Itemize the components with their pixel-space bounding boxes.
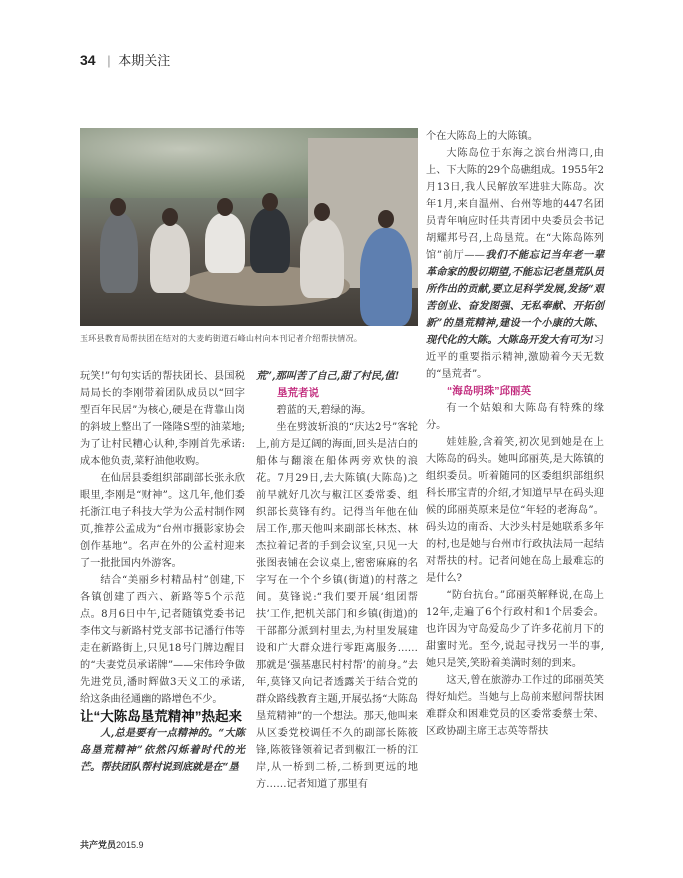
section-title: 本期关注 [118, 53, 171, 68]
section-heading: 让“大陈岛垦荒精神”热起来 [80, 709, 242, 724]
person-head [314, 203, 330, 221]
paragraph: “防台抗台。”邱丽英解释说,在岛上12年,走遍了6个行政村和1个居委会。也许因为守岛爱岛少了许多花前月下的甜蜜时光。至今,说起寻找另一半的事,她只是笑,笑盼着美满时刻的到来。 [426, 590, 604, 669]
magazine-name: 共产党员 [80, 841, 117, 851]
person-head [262, 193, 278, 211]
paragraph: 结合“美丽乡村精品村”创建,下各镇创建了西六、新路等5个示范点。8月6日中午,记者随镇党委书记李伟文与新路村党支部书记潘行伟等走在新路街上,只见18号门牌边醒目的“夫妻党员承诺牌”——宋伟玲争做先进党员,潘时辉做3天义工的承诺,给这条曲径通幽的路增色不少。 [80, 575, 245, 705]
person-head [110, 198, 126, 216]
paragraph: 有一个姑娘和大陈岛有特殊的缘分。 [426, 403, 604, 431]
paragraph: 在仙居县委组织部副部长张永欣眼里,李刚是“财神”。这几年,他们委托浙江电子科技大学为公孟村制作网页,推荐公孟成为“台州市摄影家协会创作基地”。名声在外的公孟村迎来了一批批国内外游客。 [80, 473, 245, 569]
paragraph [426, 145, 604, 383]
paragraph: 个在大陈岛上的大陈镇。 [426, 131, 539, 142]
paragraph-text: 大陈岛位于东海之滨台州湾口,由上、下大陈的29个岛礁组成。1955年2月13日,我人民解放军进驻大陈岛。次年1月,来自温州、台州等地的447名团员青年响应时任共青团中央委员会书记胡耀邦号召,上岛垦荒。在“大陈岛陈列馆”前厅—— [426, 148, 604, 261]
lead-quote: 人,总是要有一点精神的。“大陈岛垦荒精神”依然闪烁着时代的光芒。帮扶团队帮村说到底就是在“垦 [80, 727, 245, 773]
paragraph-text: 习近平的重要指示精神,激励着今天无数的“垦荒者”。 [426, 335, 604, 380]
quote-continuation: 荒”,那叫苦了自己,甜了村民,值! [256, 370, 400, 382]
paragraph: 坐在劈波斩浪的“庆达2号”客轮上,前方是辽阔的海面,回头是洁白的船体与翻滚在船体两旁欢快的浪花。7月29日,去大陈镇(大陈岛)之前早就好几次与椒江区委常委、组织部长莫锋有约。记得当年他在仙居工作,那天他叫来副部长林杰、林杰拉着记者的手到会议室,只见一大张图表铺在会议桌上,密密麻麻的名字写在一个个乡镇(街道)的村落之间。莫锋说:“我们要开展‘组团帮扶’工作,把机关部门和乡镇(街道)的干部都分派到村里去,为村里发展建设和广大群众进行零距离服务……那就是‘强基惠民村村帮’的前身。”去年,莫锋又向记者透露关于结合党的群众路线教育主题,开展弘扬“大陈岛垦荒精神”的一个想法。那天,他叫来从区委党校调任不久的副部长陈筱锋,陈筱锋领着记者到椒江一桥的江岸,从一桥到二桥,二桥到更远的地方……记者知道了那里有 [256, 422, 418, 790]
column-1 [80, 368, 245, 776]
paragraph: 碧蓝的天,碧绿的海。 [276, 405, 372, 416]
paragraph: 这天,曾在旅游办工作过的邱丽英笑得好灿烂。当她与上岛前来慰问帮扶困难群众和困难党员的区委常委蔡士荣、区政协副主席王志英等帮扶 [426, 675, 604, 737]
person-figure [205, 213, 245, 273]
person-figure [300, 218, 344, 298]
person-head [378, 210, 394, 228]
person-figure [100, 213, 138, 293]
person-figure [360, 228, 412, 326]
column-2 [256, 368, 418, 793]
person-head [217, 198, 233, 216]
photo-caption: 玉环县教育局帮扶团在结对的大麦屿街道石峰山村向本刊记者介绍帮扶情况。 [80, 334, 363, 343]
paragraph: 玩笑!”句句实话的帮扶团长、县国税局局长的李刚带着团队成员以“回字型百年民居”为核心,硬是在背靠山岗的斜坡上整出了一隆隆S型的油菜地;为了让村民糟心认种,李刚首先承诺:成本他负责,菜籽油他收购。 [80, 371, 245, 467]
page-header [80, 50, 170, 69]
meeting-photo [80, 128, 418, 326]
page-number: 34 [80, 52, 96, 68]
subheading: 垦荒者说 [277, 387, 319, 399]
column-3 [426, 128, 604, 740]
page-footer [80, 838, 144, 851]
subheading: “海岛明珠”邱丽英 [447, 385, 531, 397]
issue-date: 2015.9 [116, 840, 144, 850]
quoted-instruction: 我们不能忘记当年老一辈革命家的殷切期望,不能忘记老垦荒队员所作出的贡献,要立足科学发展,发扬“艰苦创业、奋发图强、无私奉献、开拓创新”的垦荒精神,建设一个小康的大陈、现代化的大陈。大陈岛开发大有可为! [426, 249, 604, 346]
header-separator: | [107, 53, 111, 68]
person-figure [250, 208, 290, 273]
person-figure [150, 223, 190, 293]
person-head [162, 208, 178, 226]
paragraph: 娃娃脸,含着笑,初次见到她是在上大陈岛的码头。她叫邱丽英,是大陈镇的组织委员。听着随同的区委组织部组织科长邢宝青的介绍,才知道早早在码头迎候的邱丽英原来是位“年轻的老海岛”。码头边的南岙、大沙头村是她联系多年的村,也是她与台州市行政执法局一起结对帮扶的村。记者问她在岛上最难忘的是什么? [426, 437, 604, 584]
